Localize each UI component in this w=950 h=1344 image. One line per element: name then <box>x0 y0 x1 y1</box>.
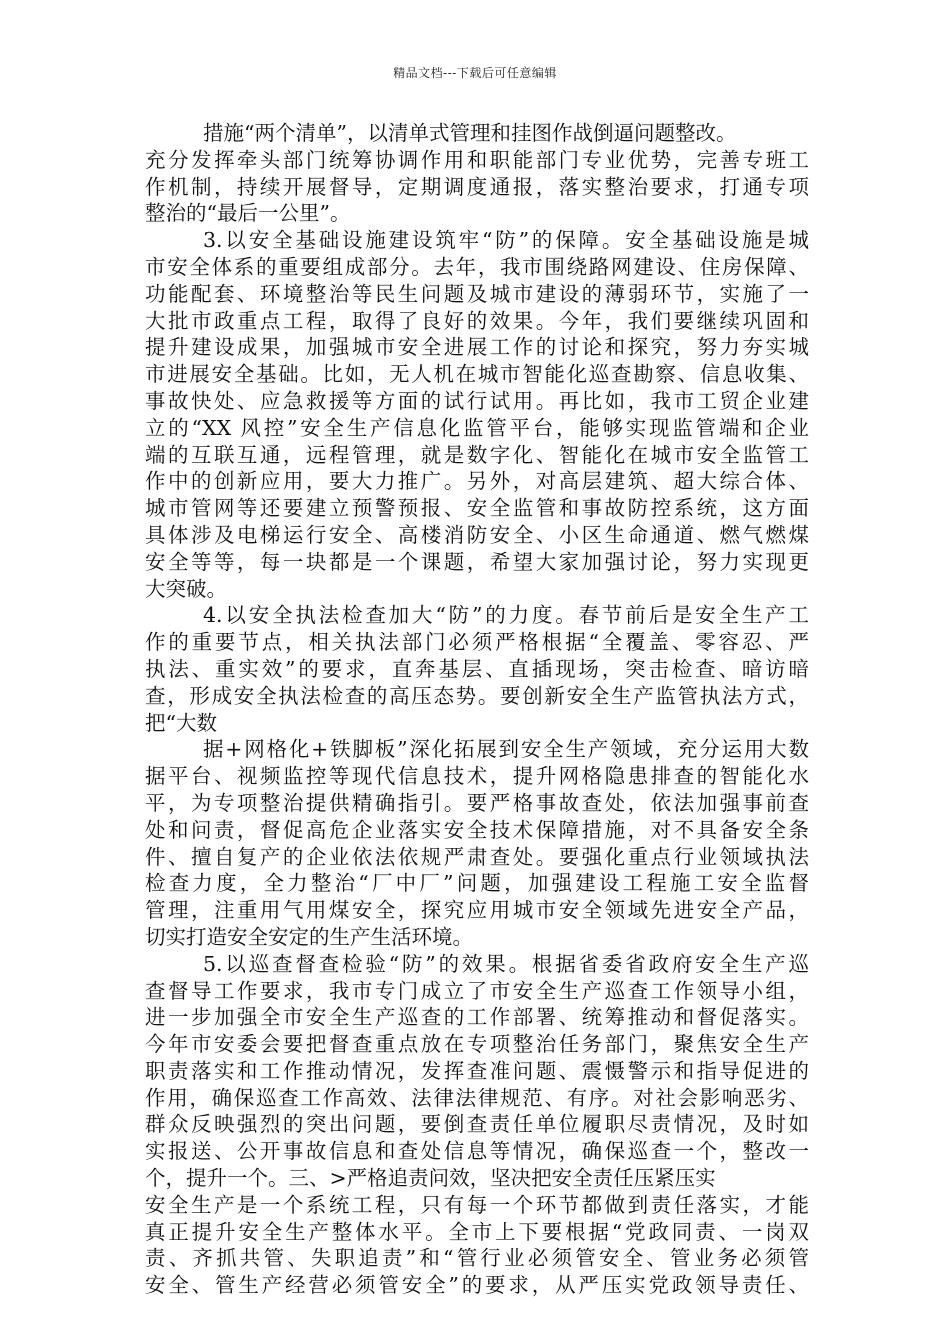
text-line: 执法、重实效”的要求，直奔基层、直插现场，突击检查、暗访暗 <box>145 656 809 681</box>
text-line: 把“大数 <box>145 710 217 735</box>
text-line: 整治的“最后一公里”。 <box>145 201 351 226</box>
text-line: 充分发挥牵头部门统筹协调作用和职能部门专业优势，完善专班工 <box>145 147 809 172</box>
text-line: 市进展安全基础。比如，无人机在城市智能化巡查勘察、信息收集、 <box>145 362 809 387</box>
text-line: 作的重要节点，相关执法部门必须严格根据“全覆盖、零容忍、严 <box>145 630 809 655</box>
text-line: 城市管网等还要建立预警预报、安全监管和事故防控系统，这方面 <box>145 496 809 521</box>
text-line: 处和问责，督促高危企业落实安全技术保障措施，对不具备安全条 <box>145 817 809 842</box>
text-line: 安全等等，每一块都是一个课题，希望大家加强讨论，努力实现更 <box>145 549 809 574</box>
text-line: 平，为专项整治提供精确指引。要严格事故查处，依法加强事前查 <box>145 790 809 815</box>
page-header: 精品文档---下载后可任意编辑 <box>393 66 557 80</box>
text-line: 检查力度，全力整治“厂中厂”问题，加强建设工程施工安全监督 <box>145 871 809 896</box>
document-body <box>145 120 809 1299</box>
text-line: 查督导工作要求，我市专门成立了市安全生产巡查工作领导小组， <box>145 978 809 1003</box>
text-line: 市安全体系的重要组成部分。去年，我市围绕路网建设、住房保障、 <box>145 254 809 279</box>
text-line: 责、齐抓共管、失职追责”和“管行业必须管安全、管业务必须管 <box>145 1246 809 1271</box>
text-line: 立的“XX 风控”安全生产信息化监管平台，能够实现监管端和企业 <box>145 415 809 440</box>
text-line: 5.以巡查督查检验“防”的效果。根据省委省政府安全生产巡 <box>203 951 809 976</box>
text-line: 具体涉及电梯运行安全、高楼消防安全、小区生命通道、燃气燃煤 <box>145 522 809 547</box>
text-line: 件、擅自复产的企业依法依规严肃查处。要强化重点行业领域执法 <box>145 844 809 869</box>
text-line: 作中的创新应用，要大力推广。另外，对高层建筑、超大综合体、 <box>145 469 809 494</box>
text-line: 3.以安全基础设施建设筑牢“防”的保障。安全基础设施是城 <box>203 228 809 253</box>
text-line: 安全生产是一个系统工程，只有每一个环节都做到责任落实，才能 <box>145 1192 809 1217</box>
text-line: 群众反映强烈的突出问题，要倒查责任单位履职尽责情况，及时如 <box>145 1112 809 1137</box>
text-line: 4.以安全执法检查加大“防”的力度。春节前后是安全生产工 <box>203 603 809 628</box>
text-line: 据平台、视频监控等现代信息技术，提升网格隐患排查的智能化水 <box>145 764 809 789</box>
text-line: 事故快处、应急救援等方面的试行试用。再比如，我市工贸企业建 <box>145 388 809 413</box>
text-line: 个，提升一个。三、>严格追责问效，坚决把安全责任压紧压实 <box>145 1166 716 1191</box>
text-line: 真正提升安全生产整体水平。全市上下要根据“党政同责、一岗双 <box>145 1219 809 1244</box>
text-line: 据+网格化+铁脚板”深化拓展到安全生产领域，充分运用大数 <box>203 737 809 762</box>
text-line: 措施“两个清单”，以清单式管理和挂图作战倒逼问题整改。 <box>203 121 737 145</box>
text-line: 职责落实和工作推动情况，发挥查准问题、震慑警示和指导促进的 <box>145 1058 809 1083</box>
text-line: 功能配套、环境整治等民生问题及城市建设的薄弱环节，实施了一 <box>145 281 809 306</box>
text-line: 切实打造安全安定的生产生活环境。 <box>145 924 473 949</box>
text-line: 端的互联互通，远程管理，就是数字化、智能化在城市安全监管工 <box>145 442 809 467</box>
text-line: 作机制，持续开展督导，定期调度通报，落实整治要求，打通专项 <box>145 174 809 199</box>
text-line: 大批市政重点工程，取得了良好的效果。今年，我们要继续巩固和 <box>145 308 809 333</box>
text-line: 今年市安委会要把督查重点放在专项整治任务部门，聚焦安全生产 <box>145 1032 809 1057</box>
text-line: 提升建设成果，加强城市安全进展工作的讨论和探究，努力夯实城 <box>145 335 809 360</box>
text-line: 作用，确保巡查工作高效、法律法律规范、有序。对社会影响恶劣、 <box>145 1085 809 1110</box>
text-line: 安全、管生产经营必须管安全”的要求，从严压实党政领导责任、 <box>145 1273 809 1298</box>
text-line: 进一步加强全市安全生产巡查的工作部署、统筹推动和督促落实。 <box>145 1005 809 1030</box>
text-line: 管理，注重用气用煤安全，探究应用城市安全领域先进安全产品， <box>145 898 809 923</box>
text-line: 实报送、公开事故信息和查处信息等情况，确保巡查一个，整改一 <box>145 1139 809 1164</box>
text-line: 大突破。 <box>145 576 227 601</box>
text-line: 查，形成安全执法检查的高压态势。要创新安全生产监管执法方式， <box>145 683 809 708</box>
